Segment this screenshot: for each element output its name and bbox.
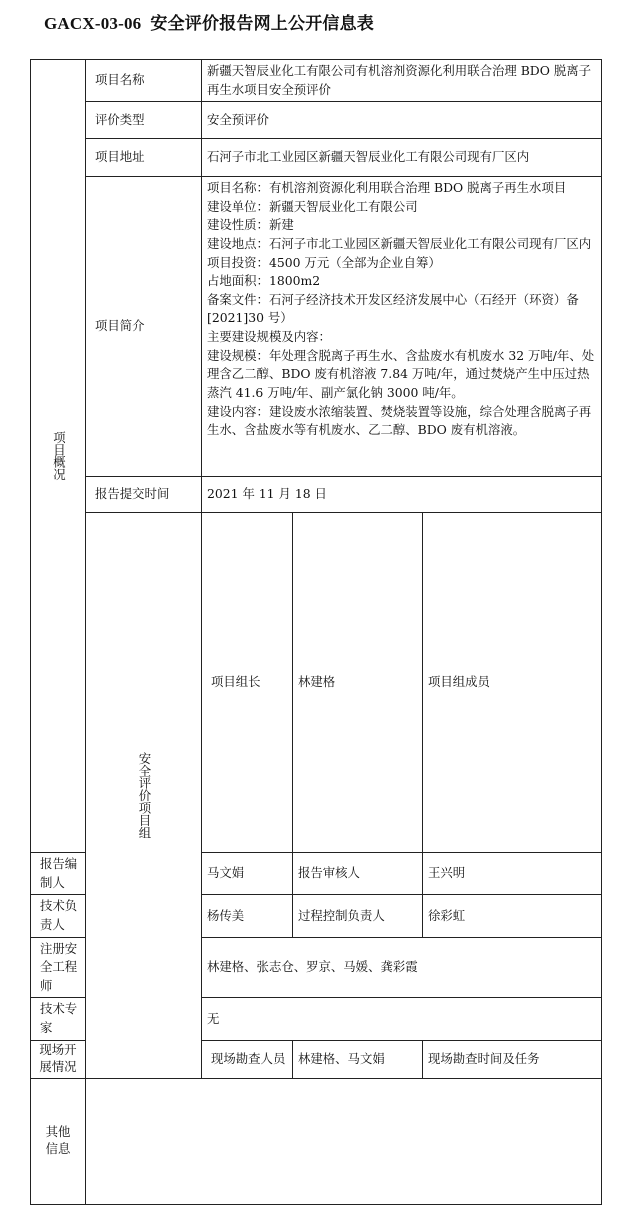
intro-line: 备案文件：石河子经济技术开发区经济发展中心（石经开（环资）备[2021]30 号） bbox=[207, 291, 579, 326]
intro-line: 建设单位：新疆天智辰业化工有限公司 bbox=[207, 198, 418, 214]
site-category-text: 现场开展情况 bbox=[39, 1042, 77, 1075]
safety-engineer-label: 注册安全工程师 bbox=[31, 937, 86, 998]
project-address-label: 项目地址 bbox=[86, 139, 202, 177]
intro-line: 建设地点：石河子市北工业园区新疆天智辰业化工有限公司现有厂区内 bbox=[207, 236, 592, 252]
report-reviewer-label: 报告审核人 bbox=[293, 853, 423, 895]
intro-line: 占地面积：1800m2 bbox=[207, 273, 321, 289]
team-category-cell bbox=[86, 513, 202, 1078]
tech-lead-value: 杨传美 bbox=[202, 895, 293, 937]
overview-category-cell bbox=[31, 60, 86, 853]
team-leader-label: 项目组长 bbox=[202, 513, 293, 853]
form-code: GACX-03-06 bbox=[44, 14, 142, 33]
overview-category: 项目概况 bbox=[51, 431, 67, 481]
intro-line: 项目名称：有机溶剂资源化利用联合治理 BDO 脱离子再生水项目 bbox=[207, 180, 567, 196]
site-time-label: 现场勘查时间及任务 bbox=[423, 1040, 602, 1078]
info-table bbox=[30, 59, 602, 1205]
report-reviewer-value: 王兴明 bbox=[423, 853, 602, 895]
other-info-value bbox=[86, 1078, 602, 1204]
evaluation-type-value: 安全预评价 bbox=[202, 102, 602, 139]
process-control-value: 徐彩虹 bbox=[423, 895, 602, 937]
team-members-label: 项目组成员 bbox=[423, 513, 602, 853]
process-control-label: 过程控制负责人 bbox=[293, 895, 423, 937]
intro-line: 建设规模：年处理含脱离子再生水、含盐废水有机废水 32 万吨/年、处理含乙二醇、BDO 废有机溶液 7.84 万吨/年，通过焚烧产生中压过热蒸汽 41.6 万吨/年、副产氯化钠 3000 吨/年。 bbox=[207, 347, 595, 400]
intro-line: 建设性质：新建 bbox=[207, 217, 294, 233]
intro-line: 建设内容：建设废水浓缩装置、焚烧装置等设施，综合处理含脱离子再生水、含盐废水等有机废水、乙二醇、BDO 废有机溶液。 bbox=[207, 403, 592, 438]
other-category-text: 其他信息 bbox=[45, 1124, 71, 1157]
report-author-value: 马文娟 bbox=[202, 853, 293, 895]
intro-line: 项目投资：4500 万元（全部为企业自筹） bbox=[207, 254, 441, 270]
tech-expert-label: 技术专家 bbox=[31, 998, 86, 1040]
site-staff-label: 现场勘查人员 bbox=[202, 1040, 293, 1078]
project-name-label: 项目名称 bbox=[86, 60, 202, 102]
team-leader-value: 林建格 bbox=[293, 513, 423, 853]
submit-time-value: 2021 年 11 月 18 日 bbox=[202, 477, 602, 513]
tech-expert-value: 无 bbox=[202, 998, 602, 1040]
project-name-value: 新疆天智辰业化工有限公司有机溶剂资源化利用联合治理 BDO 脱离子再生水项目安全预评价 bbox=[202, 60, 602, 102]
project-intro-value bbox=[202, 177, 602, 477]
document-title bbox=[44, 9, 374, 34]
other-category bbox=[31, 1078, 86, 1204]
project-intro-label: 项目简介 bbox=[86, 177, 202, 477]
tech-lead-label: 技术负责人 bbox=[31, 895, 86, 937]
team-category: 安全评价项目组 bbox=[136, 752, 152, 839]
submit-time-label: 报告提交时间 bbox=[86, 477, 202, 513]
safety-engineer-value: 林建格、张志仓、罗京、马媛、龚彩霞 bbox=[202, 937, 602, 998]
form-title: 安全评价报告网上公开信息表 bbox=[150, 14, 374, 34]
intro-line: 主要建设规模及内容： bbox=[207, 329, 331, 345]
site-category bbox=[31, 1040, 86, 1078]
site-staff-value: 林建格、马文娟 bbox=[293, 1040, 423, 1078]
project-address-value: 石河子市北工业园区新疆天智辰业化工有限公司现有厂区内 bbox=[202, 139, 602, 177]
evaluation-type-label: 评价类型 bbox=[86, 102, 202, 139]
report-author-label: 报告编制人 bbox=[31, 853, 86, 895]
